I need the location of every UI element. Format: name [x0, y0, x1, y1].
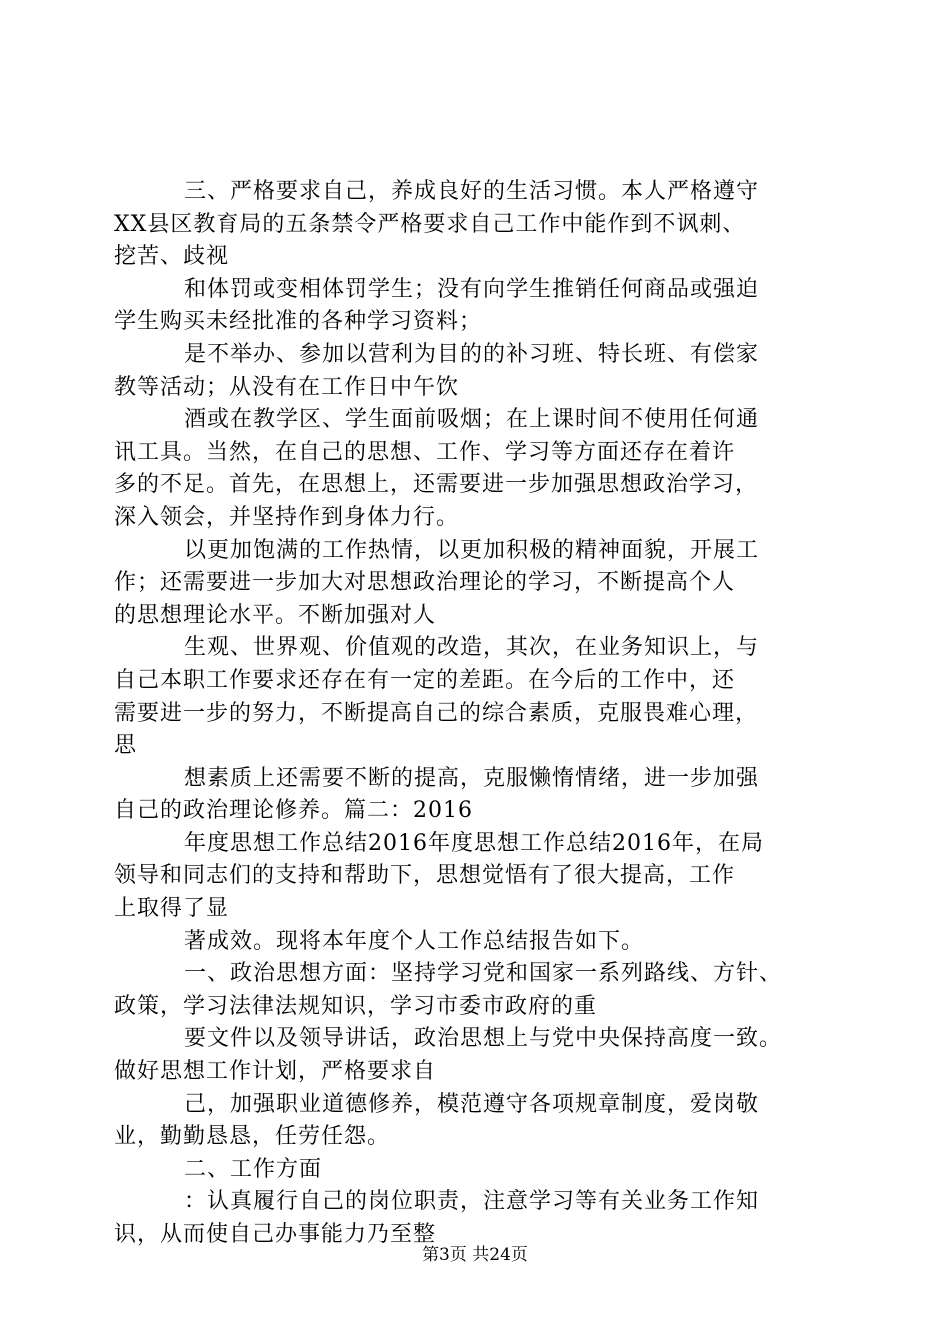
text-line: 上取得了显: [114, 896, 230, 922]
text-line: ：认真履行自己的岗位职责，注意学习等有关业务工作知: [184, 1189, 760, 1215]
text-line: 想素质上还需要不断的提高，克服懒惰情绪，进一步加强: [184, 765, 760, 791]
text-line: 领导和同志们的支持和帮助下，思想觉悟有了很大提高，工作: [114, 863, 736, 889]
text-line: 的思想理论水平。不断加强对人: [114, 602, 437, 628]
text-line: 著成效。现将本年度个人工作总结报告如下。: [184, 928, 645, 954]
text-line: 教等活动；从没有在工作日中午饮: [114, 374, 460, 400]
text-line: 需要进一步的努力，不断提高自己的综合素质，克服畏难心理，: [114, 700, 759, 726]
text-line: 以更加饱满的工作热情，以更加积极的精神面貌，开展工: [184, 537, 760, 563]
text-line: 二、工作方面: [184, 1156, 323, 1182]
text-line: 挖苦、歧视: [114, 244, 230, 270]
text-line: 自己本职工作要求还存在有一定的差距。在今后的工作中，还: [114, 667, 736, 693]
text-line: 讯工具。当然，在自己的思想、工作、学习等方面还存在着许: [114, 439, 736, 465]
text-line: 多的不足。首先，在思想上，还需要进一步加强思想政治学习，: [114, 472, 759, 498]
document-body: [114, 176, 844, 1252]
text-line: 政策，学习法律法规知识，学习市委市政府的重: [114, 993, 598, 1019]
text-line: 和体罚或变相体罚学生；没有向学生推销任何商品或强迫: [184, 276, 760, 302]
text-line: 要文件以及领导讲话，政治思想上与党中央保持高度一致。: [184, 1026, 783, 1052]
text-line: 做好思想工作计划，严格要求自: [114, 1059, 437, 1085]
text-line: 思: [114, 733, 138, 759]
text-line: 自己的政治理论修养。篇二：2016: [114, 798, 473, 824]
text-line: 识，从而使自己办事能力乃至整: [114, 1222, 437, 1247]
text-line: 生观、世界观、价值观的改造，其次，在业务知识上，与: [184, 635, 760, 661]
text-line: 酒或在教学区、学生面前吸烟；在上课时间不使用任何通: [184, 407, 760, 433]
text-line: 己，加强职业道德修养，模范遵守各项规章制度，爱岗敬: [184, 1091, 760, 1117]
text-line: 三、严格要求自己，养成良好的生活习惯。本人严格遵守: [184, 179, 760, 204]
text-line: 年度思想工作总结2016年度思想工作总结2016年，在局: [184, 830, 764, 856]
text-line: 一、政治思想方面：坚持学习党和国家一系列路线、方针、: [184, 961, 783, 987]
text-line: 作；还需要进一步加大对思想政治理论的学习，不断提高个人: [114, 570, 736, 596]
text-line: 是不举办、参加以营利为目的的补习班、特长班、有偿家: [184, 341, 760, 367]
page-number: 第3页 共24页: [422, 1245, 528, 1265]
text-line: 业，勤勤恳恳，任劳任怨。: [114, 1124, 391, 1150]
text-line: 学生购买未经批准的各种学习资料；: [114, 309, 483, 335]
text-line: 深入领会，并坚持作到身体力行。: [114, 504, 460, 530]
text-line: XX县区教育局的五条禁令严格要求自己工作中能作到不讽刺、: [114, 211, 746, 237]
